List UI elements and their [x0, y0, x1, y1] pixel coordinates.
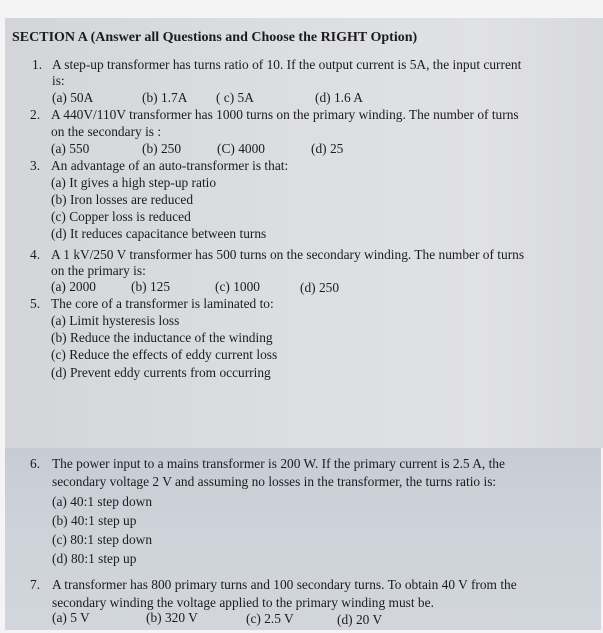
option-a: (a) 5 V [52, 610, 90, 625]
option-b: (b) 40:1 step up [52, 513, 137, 528]
option-b: (b) 250 [142, 141, 182, 156]
question-text: on the primary is: [51, 263, 146, 278]
option-d: (d) 80:1 step up [52, 551, 137, 566]
option-c: (C) 4000 [217, 141, 265, 156]
question-text: is: [52, 73, 65, 88]
option-d: (d) Prevent eddy currents from occurring [51, 365, 271, 380]
option-b: (b) Iron losses are reduced [51, 192, 194, 207]
option-a: (a) 550 [51, 141, 90, 156]
option-b: (b) 1.7A [142, 90, 188, 105]
option-c: (c) Reduce the effects of eddy current loss [51, 347, 278, 362]
question-text: A step-up transformer has turns ratio of 10. If the output current is 5A, the input current [52, 57, 522, 72]
question-number: 1. [32, 57, 43, 72]
option-a: (a) 50A [52, 90, 94, 105]
option-d: (d) 25 [311, 141, 344, 156]
option-d: (d) 20 V [337, 612, 383, 627]
option-b: (b) Reduce the inductance of the winding [51, 330, 273, 345]
question-number: 7. [30, 577, 41, 592]
option-d: (d) 1.6 A [315, 90, 363, 105]
option-a: (a) 2000 [51, 279, 96, 294]
question-text: A transformer has 800 primary turns and 100 secondary turns. To obtain 40 V from the [52, 577, 517, 592]
option-a: (a) It gives a high step-up ratio [51, 175, 217, 190]
option-c: (c) Copper loss is reduced [51, 209, 191, 224]
question-text: A 440V/110V transformer has 1000 turns on the primary winding. The number of turns [51, 107, 519, 122]
option-a: (a) Limit hysteresis loss [51, 313, 180, 328]
question-number: 6. [30, 456, 41, 471]
option-c: ( c) 5A [216, 90, 254, 105]
question-text: secondary winding the voltage applied to the primary winding must be. [52, 595, 434, 610]
option-c: (c) 80:1 step down [52, 532, 153, 547]
section-title: SECTION A (Answer all Questions and Choose the RIGHT Option) [12, 30, 418, 45]
question-number: 3. [30, 158, 41, 173]
option-b: (b) 320 V [146, 610, 198, 625]
option-d: (d) 250 [300, 280, 340, 295]
option-d: (d) It reduces capacitance between turns [51, 226, 267, 241]
question-number: 2. [30, 107, 41, 122]
question-number: 5. [30, 296, 41, 311]
question-text: secondary voltage 2 V and assuming no losses in the transformer, the turns ratio is: [52, 474, 497, 489]
option-c: (c) 1000 [215, 279, 260, 294]
option-a: (a) 40:1 step down [52, 494, 153, 509]
option-c: (c) 2.5 V [246, 611, 294, 626]
question-text: The power input to a mains transformer is 200 W. If the primary current is 2.5 A, the [52, 456, 505, 471]
question-text: on the secondary is : [51, 124, 162, 139]
question-text: A 1 kV/250 V transformer has 500 turns on the secondary winding. The number of turns [51, 247, 525, 262]
question-text: The core of a transformer is laminated to: [51, 296, 274, 311]
question-number: 4. [30, 247, 41, 262]
option-b: (b) 125 [131, 279, 171, 294]
question-text: An advantage of an auto-transformer is that: [51, 158, 289, 173]
